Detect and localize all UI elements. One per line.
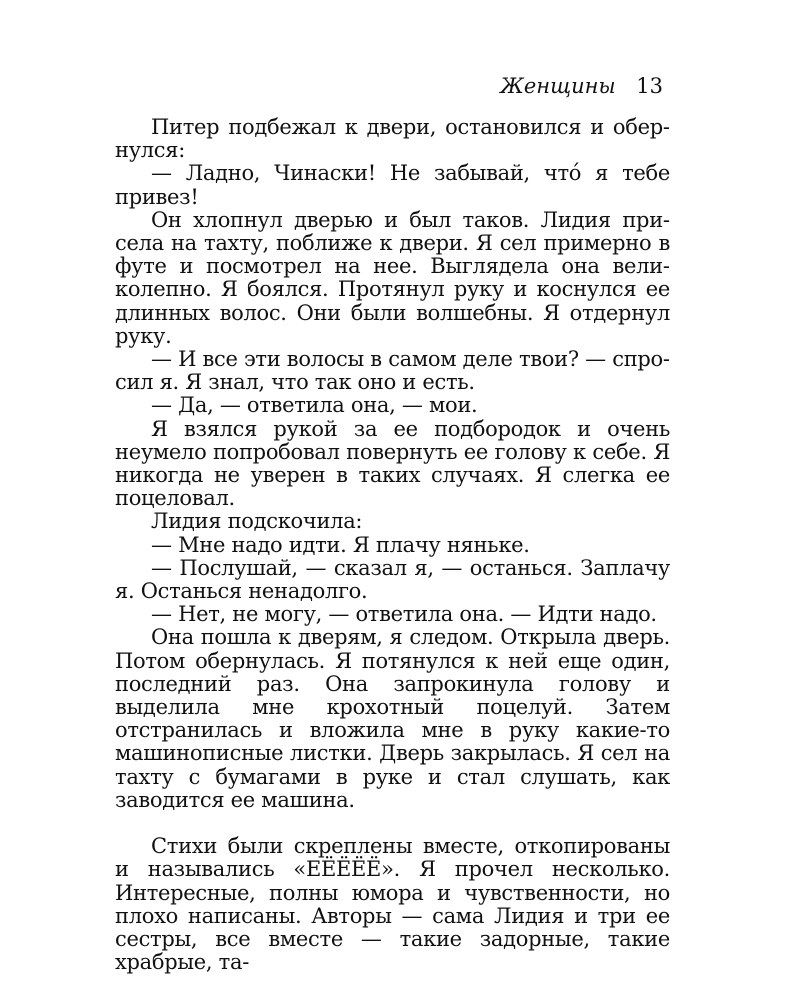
paragraph-5: — Да, — ответила она, — мои. [151,393,478,418]
paragraph-1: Питер подбежал к двери, остановился и обернулся: [115,115,670,163]
paragraph-8: — Мне надо идти. Я плачу няньке. [151,532,530,557]
running-title: Женщины [500,74,616,98]
paragraph-10: — Нет, не могу, — ответила она. — Идти надо. [151,602,657,627]
page-number: 13 [636,74,663,98]
paragraph-4: — И все эти волосы в самом деле твои? — спросил я. Я знал, что так оно и есть. [115,347,671,395]
paragraph-2: — Ладно, Чинаски! Не забывай, что́ я тебе привез! [115,161,670,209]
paragraph-6: Я взялся рукой за ее подбородок и очень неумело попробовал повернуть ее голову к себе. Я никогда не уверен в таких случаях. Я слегка ее поцеловал. [115,416,670,511]
paragraph-7: Лидия подскочила: [151,509,363,534]
paragraph-3: Он хлопнул дверью и был таков. Лидия присела на тахту, поближе к двери. Я сел примерно в футе и посмотрел на нее. Выглядела она великолепно. Я боялся. Протянул руку и коснулся ее длинных волос. Они были волшебны. Я отдернул руку. [115,207,670,348]
paragraph-11: Она пошла к дверям, я следом. Открыла дверь. Потом обернулась. Я потянулся к ней еще один, последний раз. Она запрокинула голову и выделила мне крохотный поцелуй. Затем отстранилась и вложила мне в руку какие-то машинописные листки. Дверь закрылась. Я сел на тахту с бумагами в руке и стал слушать, как заводится ее машина. [115,625,670,812]
paragraph-12: Стихи были скреплены вместе, откопированы и назывались «ЕЁЁЁЁ». Я прочел несколько. Интересные, полны юмора и чувственности, но плохо написаны. Авторы — сама Лидия и три ее сестры, все вместе — такие задорные, такие храбрые, та- [115,834,670,975]
running-head [500,74,663,98]
text-block [115,116,670,974]
paragraph-9: — Послушай, — сказал я, — останься. Заплачу я. Останься ненадолго. [115,555,670,604]
